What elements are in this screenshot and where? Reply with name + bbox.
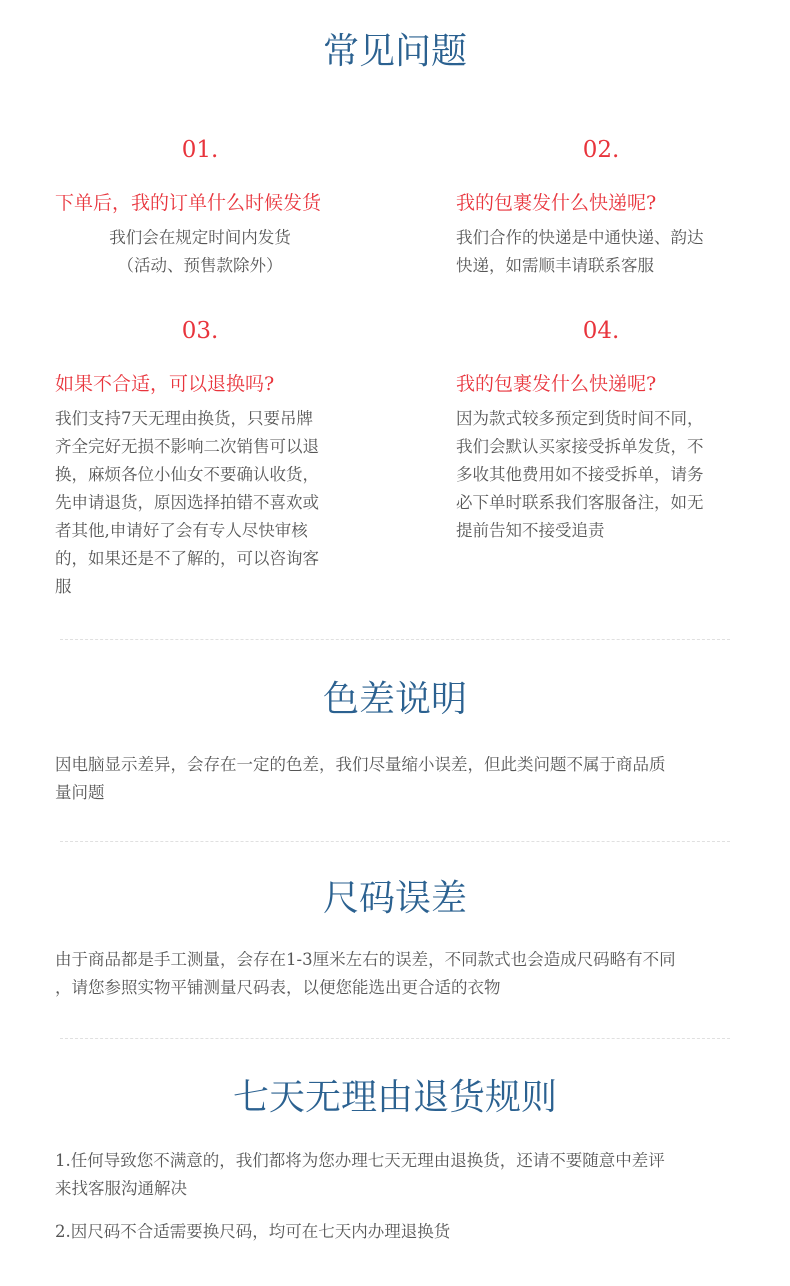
- faq-answer-line: 快递，如需顺丰请联系客服: [456, 256, 654, 275]
- return-policy-title: 七天无理由退货规则: [232, 1077, 557, 1118]
- faq-answer-line: 因为款式较多预定到货时间不同，: [456, 409, 704, 428]
- faq-question: 如果不合适，可以退换吗?: [55, 373, 275, 395]
- faq-number: 02.: [582, 137, 620, 163]
- faq-answer-line: 换，麻烦各位小仙女不要确认收货，: [55, 465, 319, 484]
- faq-answer-line: 我们会在规定时间内发货: [109, 228, 291, 247]
- size-error-title: 尺码误差: [322, 878, 467, 919]
- faq-question: 我的包裹发什么快递呢?: [456, 192, 657, 214]
- color-diff-text: [55, 751, 740, 807]
- faq-answer-line: 必下单时联系我们客服备注，如无: [456, 493, 704, 512]
- faq-answer-line: 多收其他费用如不接受拆单，请务: [456, 465, 704, 484]
- faq-answer-line: 我们会默认买家接受拆单发货，不: [456, 437, 704, 456]
- faq-answer-line: 的，如果还是不了解的，可以咨询客: [55, 549, 319, 568]
- color-diff-title: 色差说明: [322, 679, 467, 720]
- faq-answer: [55, 405, 355, 601]
- faq-answer: [456, 405, 756, 545]
- faq-title: 常见问题: [322, 31, 467, 72]
- section-divider: [60, 639, 730, 640]
- faq-answer-line: 我们合作的快递是中通快递、韵达: [456, 228, 704, 247]
- text-line: 来找客服沟通解决: [55, 1179, 187, 1198]
- section-divider: [60, 1038, 730, 1039]
- text-line: 2.因尺码不合适需要换尺码，均可在七天内办理退换货: [55, 1222, 451, 1241]
- faq-answer-line: （活动、预售款除外）: [117, 256, 283, 275]
- faq-answer-line: 齐全完好无损不影响二次销售可以退: [55, 437, 319, 456]
- size-error-text: [55, 946, 740, 1002]
- faq-question: 下单后，我的订单什么时候发货: [55, 192, 322, 214]
- faq-number: 01.: [181, 137, 219, 163]
- text-line: 由于商品都是手工测量，会存在1-3厘米左右的误差，不同款式也会造成尺码略有不同: [55, 950, 676, 969]
- faq-answer-line: 提前告知不接受追责: [456, 521, 605, 540]
- faq-answer: [456, 224, 746, 280]
- faq-number: 03.: [181, 318, 219, 344]
- text-line: 因电脑显示差异，会存在一定的色差，我们尽量缩小误差，但此类问题不属于商品质: [55, 755, 666, 774]
- text-line: 1.任何导致您不满意的，我们都将为您办理七天无理由退换货，还请不要随意中差评: [55, 1151, 665, 1170]
- section-divider: [60, 841, 730, 842]
- faq-answer-line: 先申请退货，原因选择拍错不喜欢或: [55, 493, 319, 512]
- faq-answer-line: 者其他,申请好了会有专人尽快审核: [55, 521, 308, 540]
- faq-answer: [55, 224, 345, 280]
- return-rule: [55, 1218, 740, 1246]
- faq-question: 我的包裹发什么快递呢?: [456, 373, 657, 395]
- faq-answer-line: 我们支持7天无理由换货，只要吊牌: [55, 409, 313, 428]
- text-line: 量问题: [55, 783, 105, 802]
- return-rule: [55, 1147, 740, 1203]
- faq-number: 04.: [582, 318, 620, 344]
- faq-answer-line: 服: [55, 577, 72, 596]
- text-line: ，请您参照实物平铺测量尺码表，以便您能选出更合适的衣物: [55, 978, 501, 997]
